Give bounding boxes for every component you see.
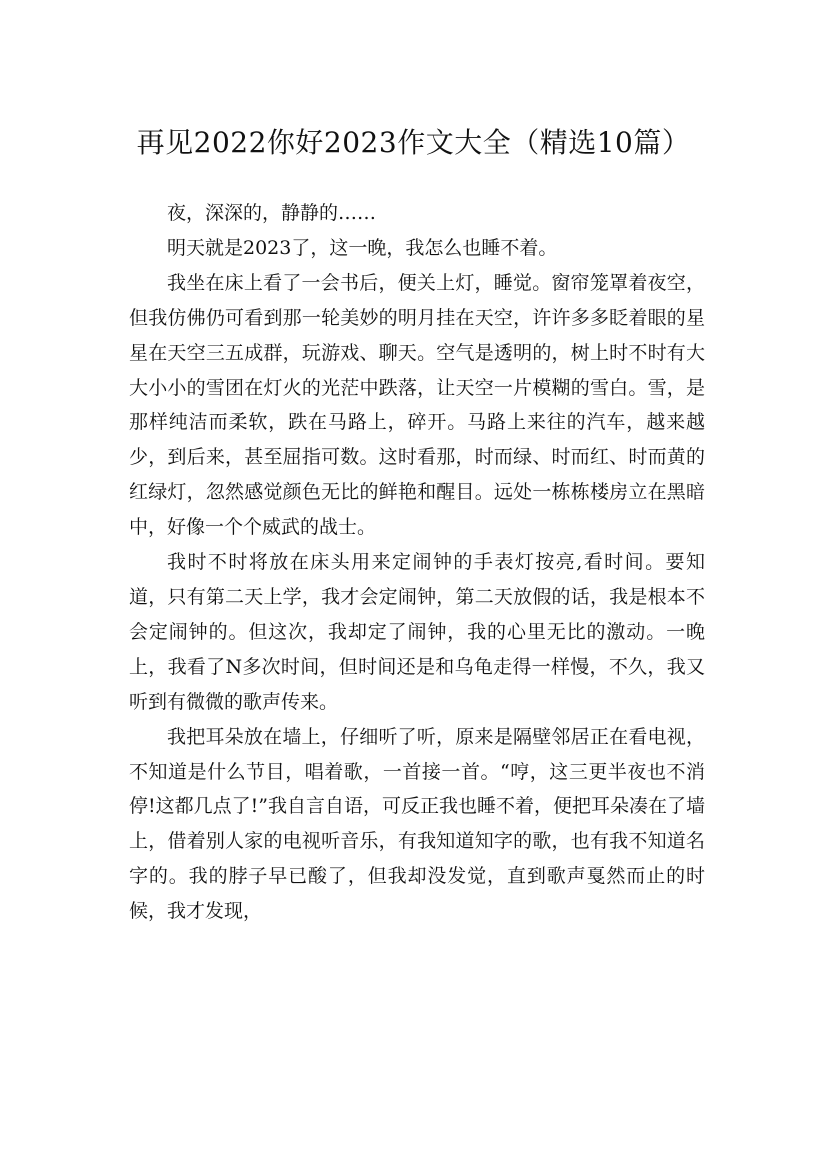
paragraph: 我坐在床上看了一会书后，便关上灯，睡觉。窗帘笼罩着夜空，但我仿佛仍可看到那一轮美妙的明月挂在天空，许许多多眨着眼的星星在天空三五成群，玩游戏、聊天。空气是透明的，树上时不时有大大小小的雪团在灯火的光茫中跌落，让天空一片模糊的雪白。雪，是那样纯洁而柔软，跌在马路上，碎开。马路上来往的汽车，越来越少，到后来，甚至屈指可数。这时看那，时而绿、时而红、时而黄的红绿灯，忽然感觉颜色无比的鲜艳和醒目。远处一栋栋楼房立在黑暗中，好像一个个威武的战士。 [129, 271, 705, 539]
paragraph: 我时不时将放在床头用来定闹钟的手表灯按亮,看时间。要知道，只有第二天上学，我才会定闹钟，第二天放假的话，我是根本不会定闹钟的。但这次，我却定了闹钟，我的心里无比的激动。一晚上，我看了N多次时间，但时间还是和乌龟走得一样慢，不久，我又听到有微微的歌声传来。 [129, 551, 705, 713]
paragraph: 明天就是2023了，这一晚，我怎么也睡不着。 [167, 236, 558, 259]
document-body [129, 196, 705, 929]
document-title: 再见2022你好2023作文大全（精选10篇） [136, 125, 691, 159]
paragraph: 夜，深深的，静静的…… [167, 202, 377, 224]
paragraph: 我把耳朵放在墙上，仔细听了听，原来是隔壁邻居正在看电视，不知道是什么节目，唱着歌，一首接一首。“哼，这三更半夜也不消停!这都几点了!”我自言自语，可反正我也睡不着，便把耳朵凑在了墙上，借着别人家的电视听音乐，有我知道知字的歌，也有我不知道名字的。我的脖子早已酸了，但我却没发觉，直到歌声戛然而止的时候，我才发现， [129, 725, 705, 923]
